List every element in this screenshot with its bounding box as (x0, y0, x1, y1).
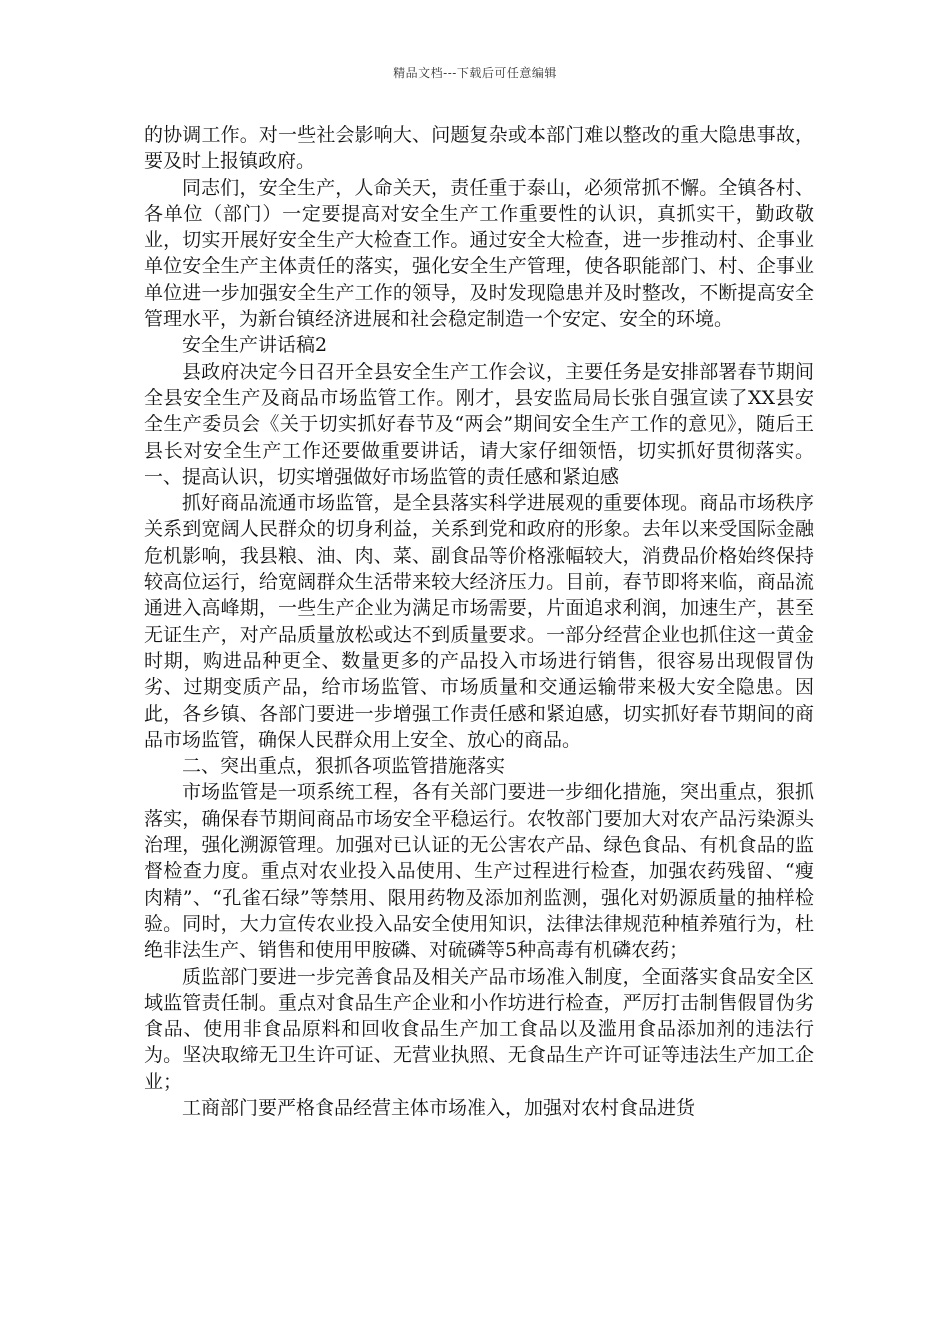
paragraph-5: 市场监管是一项系统工程，各有关部门要进一步细化措施，突出重点，狠抓落实，确保春节期间商品市场安全平稳运行。农牧部门要加大对农产品污染源头治理，强化溯源管理。加强对已认证的无公害农产品、绿色食品、有机食品的监督检查力度。重点对农业投入品使用、生产过程进行检查，加强农药残留、“瘦肉精”、“孔雀石绿”等禁用、限用药物及添加剂监测，强化对奶源质量的抽样检验。同时，大力宣传农业投入品安全使用知识，法律法律规范种植养殖行为，杜绝非法生产、销售和使用甲胺磷、对硫磷等5种高毒有机磷农药； (144, 781, 814, 962)
paragraph-1: 的协调工作。对一些社会影响大、问题复杂或本部门难以整改的重大隐患事故，要及时上报镇政府。 (144, 124, 814, 173)
paragraph-7: 工商部门要严格食品经营主体市场准入，加强对农村食品进货 (182, 1096, 696, 1119)
page-header: 精品文档---下载后可任意编辑 (393, 66, 557, 80)
paragraph-6: 质监部门要进一步完善食品及相关产品市场准入制度，全面落实食品安全区域监管责任制。重点对食品生产企业和小作坊进行检查，严厉打击制售假冒伪劣食品、使用非食品原料和回收食品生产加工食品以及滥用食品添加剂的违法行为。坚决取缔无卫生许可证、无营业执照、无食品生产许可证等违法生产加工企业； (144, 965, 814, 1093)
paragraph-4: 抓好商品流通市场监管，是全县落实科学进展观的重要体现。商品市场秩序关系到宽阔人民群众的切身利益，关系到党和政府的形象。去年以来受国际金融危机影响，我县粮、油、肉、菜、副食品等价格涨幅较大，消费品价格始终保持较高位运行，给宽阔群众生活带来较大经济压力。目前，春节即将来临，商品流通进入高峰期，一些生产企业为满足市场需要，片面追求利润，加速生产，甚至无证生产，对产品质量放松或达不到质量要求。一部分经营企业也抓住这一黄金时期，购进品种更全、数量更多的产品投入市场进行销售，很容易出现假冒伪劣、过期变质产品，给市场监管、市场质量和交通运输带来极大安全隐患。因此，各乡镇、各部门要进一步增强工作责任感和紧迫感，切实抓好春节期间的商品市场监管，确保人民群众用上安全、放心的商品。 (144, 492, 814, 751)
section-title-2: 安全生产讲话稿2 (182, 334, 328, 357)
paragraph-3: 县政府决定今日召开全县安全生产工作会议，主要任务是安排部署春节期间全县安全生产及商品市场监管工作。刚才，县安监局局长张自强宣读了XX县安全生产委员会《关于切实抓好春节及“两会”期间安全生产工作的意见》，随后王县长对安全生产工作还要做重要讲话，请大家仔细领悟，切实抓好贯彻落实。一、提高认识，切实增强做好市场监管的责任感和紧迫感 (144, 360, 814, 488)
document-body (144, 122, 814, 1121)
section-heading-2: 二、突出重点，狠抓各项监管措施落实 (182, 755, 506, 778)
paragraph-2: 同志们，安全生产，人命关天，责任重于泰山，必须常抓不懈。全镇各村、各单位（部门）一定要提高对安全生产工作重要性的认识，真抓实干，勤政敬业，切实开展好安全生产大检查工作。通过安全大检查，进一步推动村、企事业单位安全生产主体责任的落实，强化安全生产管理，使各职能部门、村、企事业单位进一步加强安全生产工作的领导，及时发现隐患并及时整改，不断提高安全管理水平，为新台镇经济进展和社会稳定制造一个安定、安全的环境。 (144, 176, 814, 331)
